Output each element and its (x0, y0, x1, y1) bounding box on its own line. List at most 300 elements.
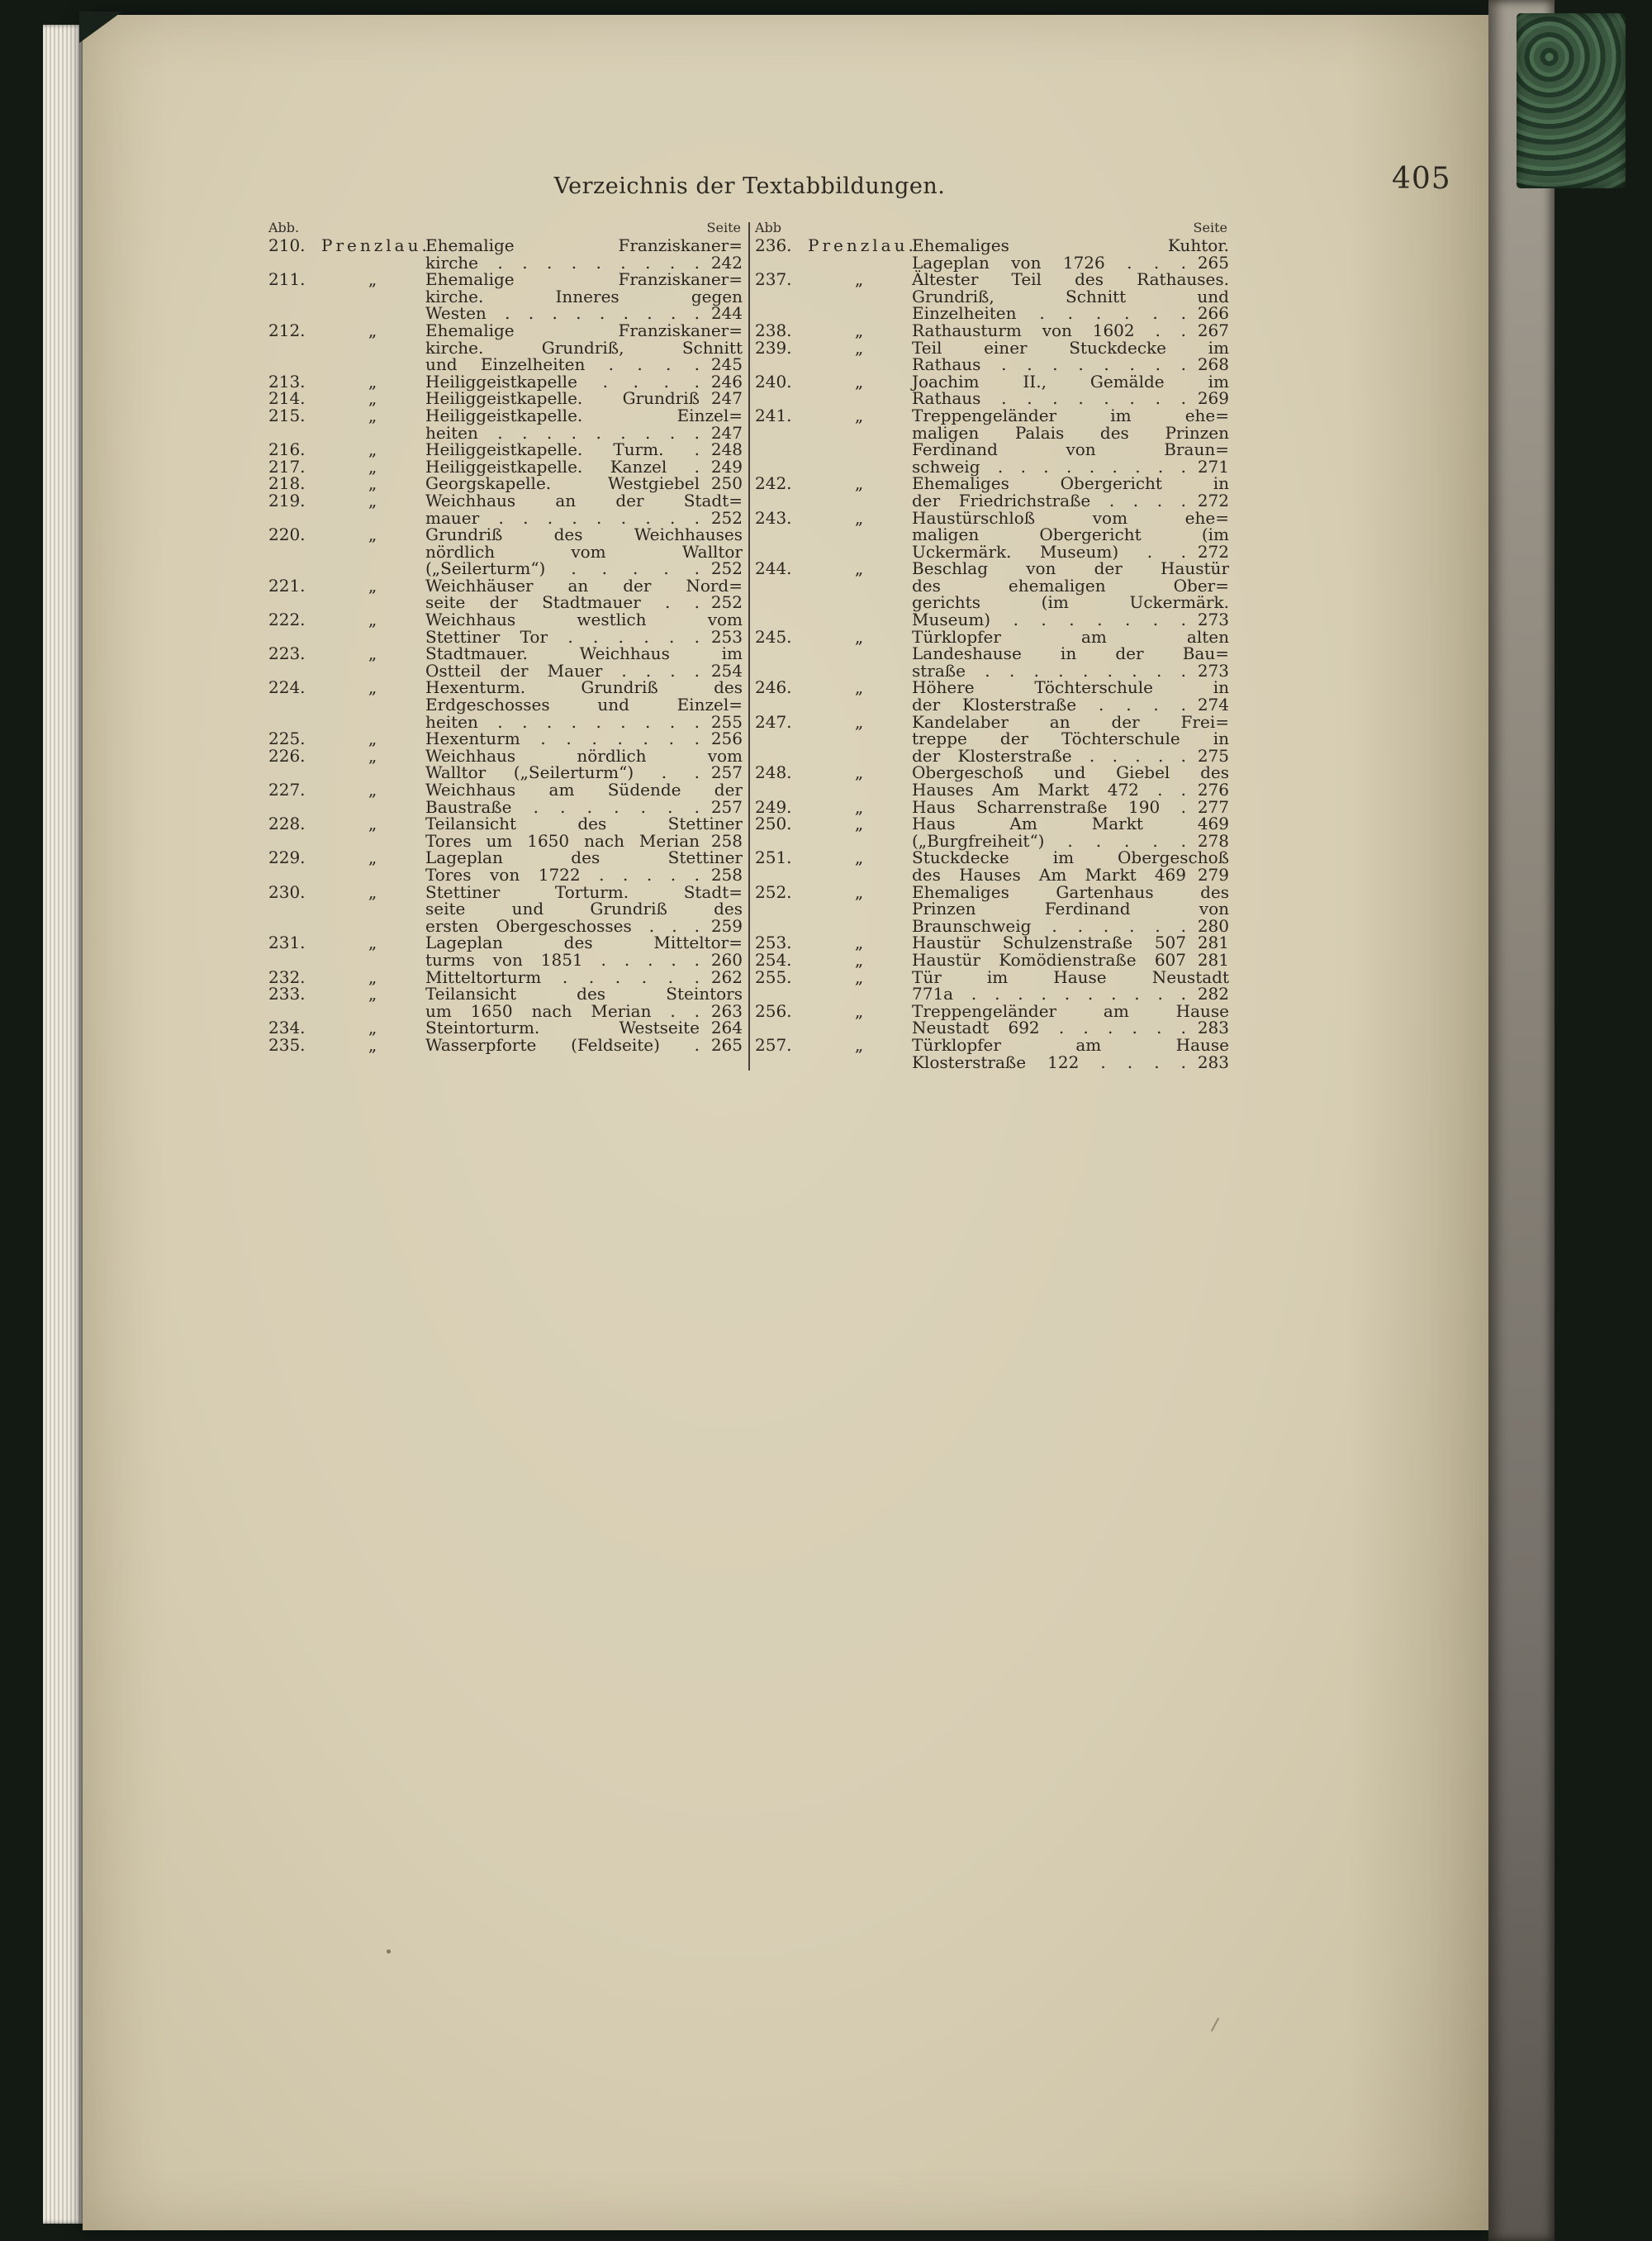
entry-line (425, 475, 743, 492)
entry-lines (425, 1034, 743, 1055)
entry-place: „ (368, 677, 377, 698)
entry-page: 257 (710, 796, 743, 817)
entry-lines (425, 985, 743, 1019)
entry-text: Ehemaliges Kuhtor. (912, 235, 1229, 255)
entry-line (425, 966, 743, 987)
entry-text: Ferdinand von Braun= (912, 439, 1229, 460)
entry-text: Teil einer Stuckdecke im (912, 337, 1229, 358)
entry-place: „ (854, 405, 864, 425)
entry-line (912, 322, 1229, 339)
entry-text: Heiliggeistkapelle. Kanzel . (425, 456, 700, 477)
entry-text: heiten . . . . . . . . . (425, 422, 700, 443)
column-header (755, 219, 1229, 237)
entry-number: 225. (268, 729, 306, 749)
entry-page: 282 (1197, 984, 1229, 1004)
entry-place: „ (854, 814, 864, 834)
entry-line (425, 645, 743, 662)
entry-lines (425, 441, 743, 458)
entry-line (912, 1000, 1229, 1021)
entry-place: Prenzlau. (321, 235, 430, 255)
entry-line (912, 830, 1229, 851)
entry-line (912, 507, 1229, 528)
entry-lines (425, 881, 743, 936)
entry-number: 234. (268, 1018, 306, 1038)
entry-page: 265 (1197, 252, 1229, 273)
entry-line (425, 815, 743, 833)
entry-place: „ (854, 796, 864, 817)
entry-line (425, 288, 743, 306)
entry-text: des ehemaligen Ober= (912, 575, 1229, 596)
entry-line (425, 679, 743, 696)
entry-place: „ (854, 847, 864, 868)
entry-line (425, 1019, 743, 1037)
entry-line (425, 577, 743, 595)
entry-line (425, 373, 743, 391)
entry-text: um 1650 nach Merian . . (425, 1000, 700, 1021)
binding-strip (1488, 0, 1555, 2241)
entry-number: 219. (268, 490, 306, 510)
entry-text: Stettiner Torturm. Stadt= (425, 881, 743, 902)
entry-place: „ (368, 984, 377, 1004)
entry-text: Weichhaus an der Stadt= (425, 490, 743, 510)
entry (268, 1019, 743, 1037)
entry-line (425, 441, 743, 458)
entry-text: Weichhäuser an der Nord= (425, 575, 743, 596)
entry-text: Ältester Teil des Rathauses. (912, 269, 1229, 290)
entry-number: 246. (755, 677, 792, 698)
marbled-cover-corner (1517, 13, 1626, 188)
entry-place: „ (368, 1018, 377, 1038)
entry (755, 881, 1229, 936)
entry-line (912, 985, 1229, 1003)
entry-line (912, 781, 1229, 799)
entry-place: „ (368, 881, 377, 902)
entry-text: Landeshause in der Bau= (912, 643, 1229, 664)
entry-lines (425, 679, 743, 730)
entry-text: 771a . . . . . . . . . . (912, 984, 1186, 1004)
entry-page: 280 (1197, 915, 1229, 936)
entry-place: „ (368, 610, 377, 630)
entry-text: Stadtmauer. Weichhaus im (425, 643, 743, 664)
entry-place: „ (854, 1000, 864, 1021)
entry-number: 254. (755, 949, 792, 970)
entry-line (912, 254, 1229, 272)
entry-text: nördlich vom Walltor (425, 541, 743, 562)
entry-lines (912, 322, 1229, 339)
entry-line (912, 492, 1229, 510)
entry-place: „ (854, 677, 864, 698)
entry-line (912, 594, 1229, 611)
entry-text: Braunschweig . . . . . . (912, 915, 1186, 936)
entry-text: Neustadt 692 . . . . . . (912, 1018, 1186, 1038)
entry-place: „ (854, 762, 864, 783)
entry-line (912, 526, 1229, 544)
entry-number: 221. (268, 575, 306, 596)
entry-text: Obergeschoß und Giebel des (912, 762, 1229, 783)
entry-lines (912, 764, 1229, 798)
entry-lines (912, 339, 1229, 373)
entry (755, 322, 1229, 339)
entry-text: Ehemaliges Gartenhaus des (912, 881, 1229, 902)
entry-text: („Burgfreiheit“) . . . . . (912, 830, 1186, 851)
entry-lines (912, 407, 1229, 475)
entry-line (425, 830, 743, 851)
entry (755, 966, 1229, 1004)
entry (755, 796, 1229, 817)
entry-line (912, 815, 1229, 833)
entry-text: der Klosterstraße . . . . (912, 695, 1186, 715)
entry-line (912, 237, 1229, 254)
abb-header: Abb. (268, 220, 300, 235)
entry-number: 224. (268, 677, 306, 698)
entry-lines (912, 966, 1229, 1004)
entry-number: 233. (268, 984, 306, 1004)
entry-page: 268 (1197, 354, 1229, 375)
entry-text: schweig . . . . . . . . . (912, 456, 1186, 477)
entry-line (912, 288, 1229, 306)
entry-line (425, 696, 743, 714)
entry-line (425, 900, 743, 918)
entry-lines (912, 1000, 1229, 1038)
entry-text: Georgskapelle. Westgiebel (425, 473, 700, 494)
entry-place: „ (368, 525, 377, 545)
entry-lines (425, 373, 743, 391)
entry-lines (912, 949, 1229, 970)
entry-text: Weichhaus nördlich vom (425, 745, 743, 766)
columns-container (268, 219, 1231, 1071)
entry-number: 232. (268, 966, 306, 987)
entry-lines (425, 407, 743, 441)
entry-text: maligen Obergericht (im (912, 525, 1229, 545)
entry (268, 985, 743, 1019)
entry-lines (912, 849, 1229, 883)
entry-text: straße . . . . . . . . . (912, 660, 1186, 681)
entry (268, 1034, 743, 1055)
entry-page: 271 (1197, 456, 1229, 477)
entry-line (912, 796, 1229, 817)
entry-lines (425, 492, 743, 526)
entry-line (425, 356, 743, 373)
entry-place: „ (368, 933, 377, 953)
entry-text: Heiliggeistkapelle . . . . (425, 371, 700, 392)
entry-text: treppe der Töchterschule in (912, 729, 1229, 749)
entry (755, 849, 1229, 883)
entry-place: „ (854, 711, 864, 732)
entry-line (912, 1034, 1229, 1055)
entry-lines (912, 815, 1229, 849)
entry-line (912, 458, 1229, 476)
entry-line (425, 849, 743, 866)
entry-line (425, 1000, 743, 1021)
entry-lines (425, 645, 743, 679)
entry-text: Klosterstraße 122 . . . . (912, 1052, 1186, 1072)
entry-number: 238. (755, 320, 792, 340)
entry-page: 278 (1197, 830, 1229, 851)
entry-text: gerichts (im Uckermärk. (912, 592, 1229, 613)
entry-line (425, 626, 743, 647)
entry-lines (912, 679, 1229, 713)
entry-place: „ (368, 456, 377, 477)
entry-place: „ (368, 729, 377, 749)
entry-page: 242 (710, 252, 743, 273)
entry-text: Treppengeländer im ehe= (912, 405, 1229, 425)
entry-place: Prenzlau. (808, 235, 917, 255)
entry-text: Steintorturm. Westseite (425, 1018, 700, 1038)
entry-place: „ (368, 745, 377, 766)
entry-page: 256 (710, 729, 743, 749)
entry-lines (425, 815, 743, 849)
entry-lines (425, 1019, 743, 1037)
entry-text: Erdgeschosses und Einzel= (425, 695, 743, 715)
entry-text: („Seilerturm“) . . . . . (425, 558, 700, 579)
entry-page: 246 (710, 371, 743, 392)
entry-page: 250 (710, 473, 743, 494)
entry-number: 255. (755, 966, 792, 987)
entry-page: 253 (710, 626, 743, 647)
entry-page: 247 (710, 422, 743, 443)
entry-line (425, 764, 743, 781)
entry-lines (425, 781, 743, 815)
entry-text: Grundriß des Weichhauses (425, 525, 743, 545)
entry-number: 235. (268, 1034, 306, 1055)
entry-page: 263 (710, 1000, 743, 1021)
entry-lines (912, 237, 1229, 271)
entry-text: Teilansicht des Stettiner (425, 814, 743, 834)
entry-text: Ostteil der Mauer . . . . (425, 660, 700, 681)
entry-line (425, 305, 743, 322)
entry-lines (912, 475, 1229, 509)
entry-number: 252. (755, 881, 792, 902)
entry-text: Weichhaus westlich vom (425, 610, 743, 630)
entry (755, 507, 1229, 562)
entry-text: Ehemalige Franziskaner= (425, 235, 743, 255)
entry-place: „ (854, 881, 864, 902)
entry-line (425, 507, 743, 528)
entry-line (912, 934, 1229, 952)
entry-number: 244. (755, 558, 792, 579)
entry-lines (425, 611, 743, 645)
entry-text: mauer . . . . . . . . . (425, 507, 700, 528)
entry-text: heiten . . . . . . . . . (425, 711, 700, 732)
entry-text: turms von 1851 . . . . . (425, 949, 700, 970)
entry-page: 274 (1197, 695, 1229, 715)
paper-page (83, 15, 1488, 2230)
entry-number: 240. (755, 371, 792, 392)
entry-page: 281 (1197, 949, 1229, 970)
entry-line (425, 881, 743, 902)
entry-text: Haustür Schulzenstraße 507 (912, 933, 1186, 953)
entry-number: 243. (755, 507, 792, 528)
entry-text: Grundriß, Schnitt und (912, 286, 1229, 306)
entry-line (425, 422, 743, 443)
entry-line (425, 949, 743, 970)
entry-text: Tür im Hause Neustadt (912, 966, 1229, 987)
entry-lines (912, 373, 1229, 407)
entry-place: „ (368, 371, 377, 392)
page-title: Verzeichnis der Textabbildungen. (553, 173, 946, 199)
entry-text: Tores von 1722 . . . . . (425, 864, 700, 885)
entry (268, 966, 743, 987)
entry (268, 322, 743, 373)
entry-place: „ (368, 966, 377, 987)
page-number: 405 (1392, 162, 1451, 196)
entry-text: Uckermärk. Museum) . . (912, 541, 1186, 562)
entry (268, 373, 743, 391)
entry-page: 276 (1197, 780, 1229, 800)
entry-lines (425, 237, 743, 271)
entry-number: 229. (268, 847, 306, 868)
entry-number: 215. (268, 405, 306, 425)
entry-page: 269 (1197, 388, 1229, 409)
entry (755, 764, 1229, 798)
entry-line (425, 745, 743, 766)
entry-number: 214. (268, 388, 306, 409)
entry-lines (425, 458, 743, 476)
entry-line (912, 915, 1229, 936)
entry-text: seite der Stadtmauer . . (425, 592, 700, 613)
entry-page: 252 (710, 592, 743, 613)
entry-text: Lageplan des Mitteltor= (425, 933, 743, 953)
entry-number: 227. (268, 780, 306, 800)
entry-place: „ (368, 439, 377, 460)
entry-place: „ (854, 320, 864, 340)
entry-page: 281 (1197, 933, 1229, 953)
entry-number: 230. (268, 881, 306, 902)
entry-line (912, 390, 1229, 407)
entry (268, 745, 743, 783)
entry-place: „ (854, 966, 864, 987)
entry-number: 241. (755, 405, 792, 425)
entry (755, 679, 1229, 713)
entry (268, 815, 743, 849)
entry-text: Stuckdecke im Obergeschoß (912, 847, 1229, 868)
entry-line (425, 322, 743, 339)
entry-page: 267 (1197, 320, 1229, 340)
entry-number: 247. (755, 711, 792, 732)
entry-text: Kandelaber an der Frei= (912, 711, 1229, 732)
entry-line (425, 526, 743, 544)
entry-text: Treppengeländer am Hause (912, 1000, 1229, 1021)
entry-text: Rathaus . . . . . . . . (912, 354, 1186, 375)
entry-line (425, 1034, 743, 1055)
entry-number: 210. (268, 235, 306, 255)
seite-header: Seite (706, 220, 741, 235)
entry-number: 248. (755, 762, 792, 783)
entry-line (912, 645, 1229, 662)
entry-line (425, 594, 743, 611)
entry-text: Tores um 1650 nach Merian (425, 830, 700, 851)
entry-page: 244 (710, 303, 743, 324)
entry-place: „ (368, 847, 377, 868)
entry (268, 407, 743, 441)
entry-text: Weichhaus am Südende der (425, 780, 743, 800)
entry-place: „ (368, 643, 377, 664)
entry-number: 212. (268, 320, 306, 340)
entry-line (912, 745, 1229, 766)
entry-page: 265 (710, 1034, 743, 1055)
entry-line (912, 1019, 1229, 1037)
entry-text: Höhere Töchterschule in (912, 677, 1229, 698)
entry-number: 228. (268, 814, 306, 834)
entry-number: 237. (755, 269, 792, 290)
entry-line (425, 339, 743, 357)
entry-text: Walltor („Seilerturm“) . . (425, 762, 700, 783)
entry (755, 1000, 1229, 1038)
entry-text: Haustürschloß vom ehe= (912, 507, 1229, 528)
entry-text: des Hauses Am Markt 469 (912, 864, 1186, 885)
entry-line (425, 237, 743, 254)
entry-text: und Einzelheiten . . . . (425, 354, 700, 375)
entry-line (425, 492, 743, 510)
entry-lines (425, 271, 743, 322)
entry-number: 231. (268, 933, 306, 953)
entry-line (425, 796, 743, 817)
entry-lines (425, 849, 743, 883)
entry-text: Beschlag von der Haustür (912, 558, 1229, 579)
entry-place: „ (368, 405, 377, 425)
entry-lines (425, 745, 743, 783)
entry-place: „ (854, 473, 864, 494)
entry-line (912, 966, 1229, 987)
entry-text: kirche. Grundriß, Schnitt (425, 337, 743, 358)
entry-number: 223. (268, 643, 306, 664)
entry-line (425, 271, 743, 288)
entry-text: Ehemaliges Obergericht in (912, 473, 1229, 494)
entry-place: „ (854, 933, 864, 953)
entry-number: 217. (268, 456, 306, 477)
entry-number: 249. (755, 796, 792, 817)
entry-line (912, 441, 1229, 458)
entry-page: 279 (1197, 864, 1229, 885)
entry-line (912, 271, 1229, 288)
entry-text: Ehemalige Franziskaner= (425, 269, 743, 290)
entry-text: Mitteltorturm . . . . . . (425, 966, 700, 987)
entry (755, 475, 1229, 509)
entry-text: Hexenturm . . . . . . . (425, 729, 700, 749)
entry-place: „ (854, 626, 864, 647)
entry-page: 264 (710, 1018, 743, 1038)
seite-header: Seite (1193, 220, 1227, 235)
entry (755, 560, 1229, 628)
entry (268, 237, 743, 271)
entry-lines (425, 730, 743, 748)
entry (755, 815, 1229, 849)
entry-lines (912, 711, 1229, 766)
entry-place: „ (368, 388, 377, 409)
entry-page: 257 (710, 762, 743, 783)
entry-lines (912, 507, 1229, 562)
entry-place: „ (368, 814, 377, 834)
entry-page: 273 (1197, 610, 1229, 630)
column-divider (748, 222, 750, 1071)
entry-text: maligen Palais des Prinzen (912, 422, 1229, 443)
entry-line (425, 254, 743, 272)
entry-line (425, 407, 743, 425)
paper-speck (387, 1949, 391, 1954)
entry-text: Wasserpforte (Feldseite) . (425, 1034, 700, 1055)
entry-number: 245. (755, 626, 792, 647)
entry-line (425, 662, 743, 680)
entry (755, 934, 1229, 952)
entry-lines (425, 526, 743, 577)
entry-place: „ (368, 575, 377, 596)
entry-line (425, 866, 743, 884)
entry-line (912, 475, 1229, 492)
entry-line (912, 881, 1229, 902)
entry (755, 373, 1229, 407)
entry-line (912, 900, 1229, 918)
entry-line (912, 407, 1229, 425)
